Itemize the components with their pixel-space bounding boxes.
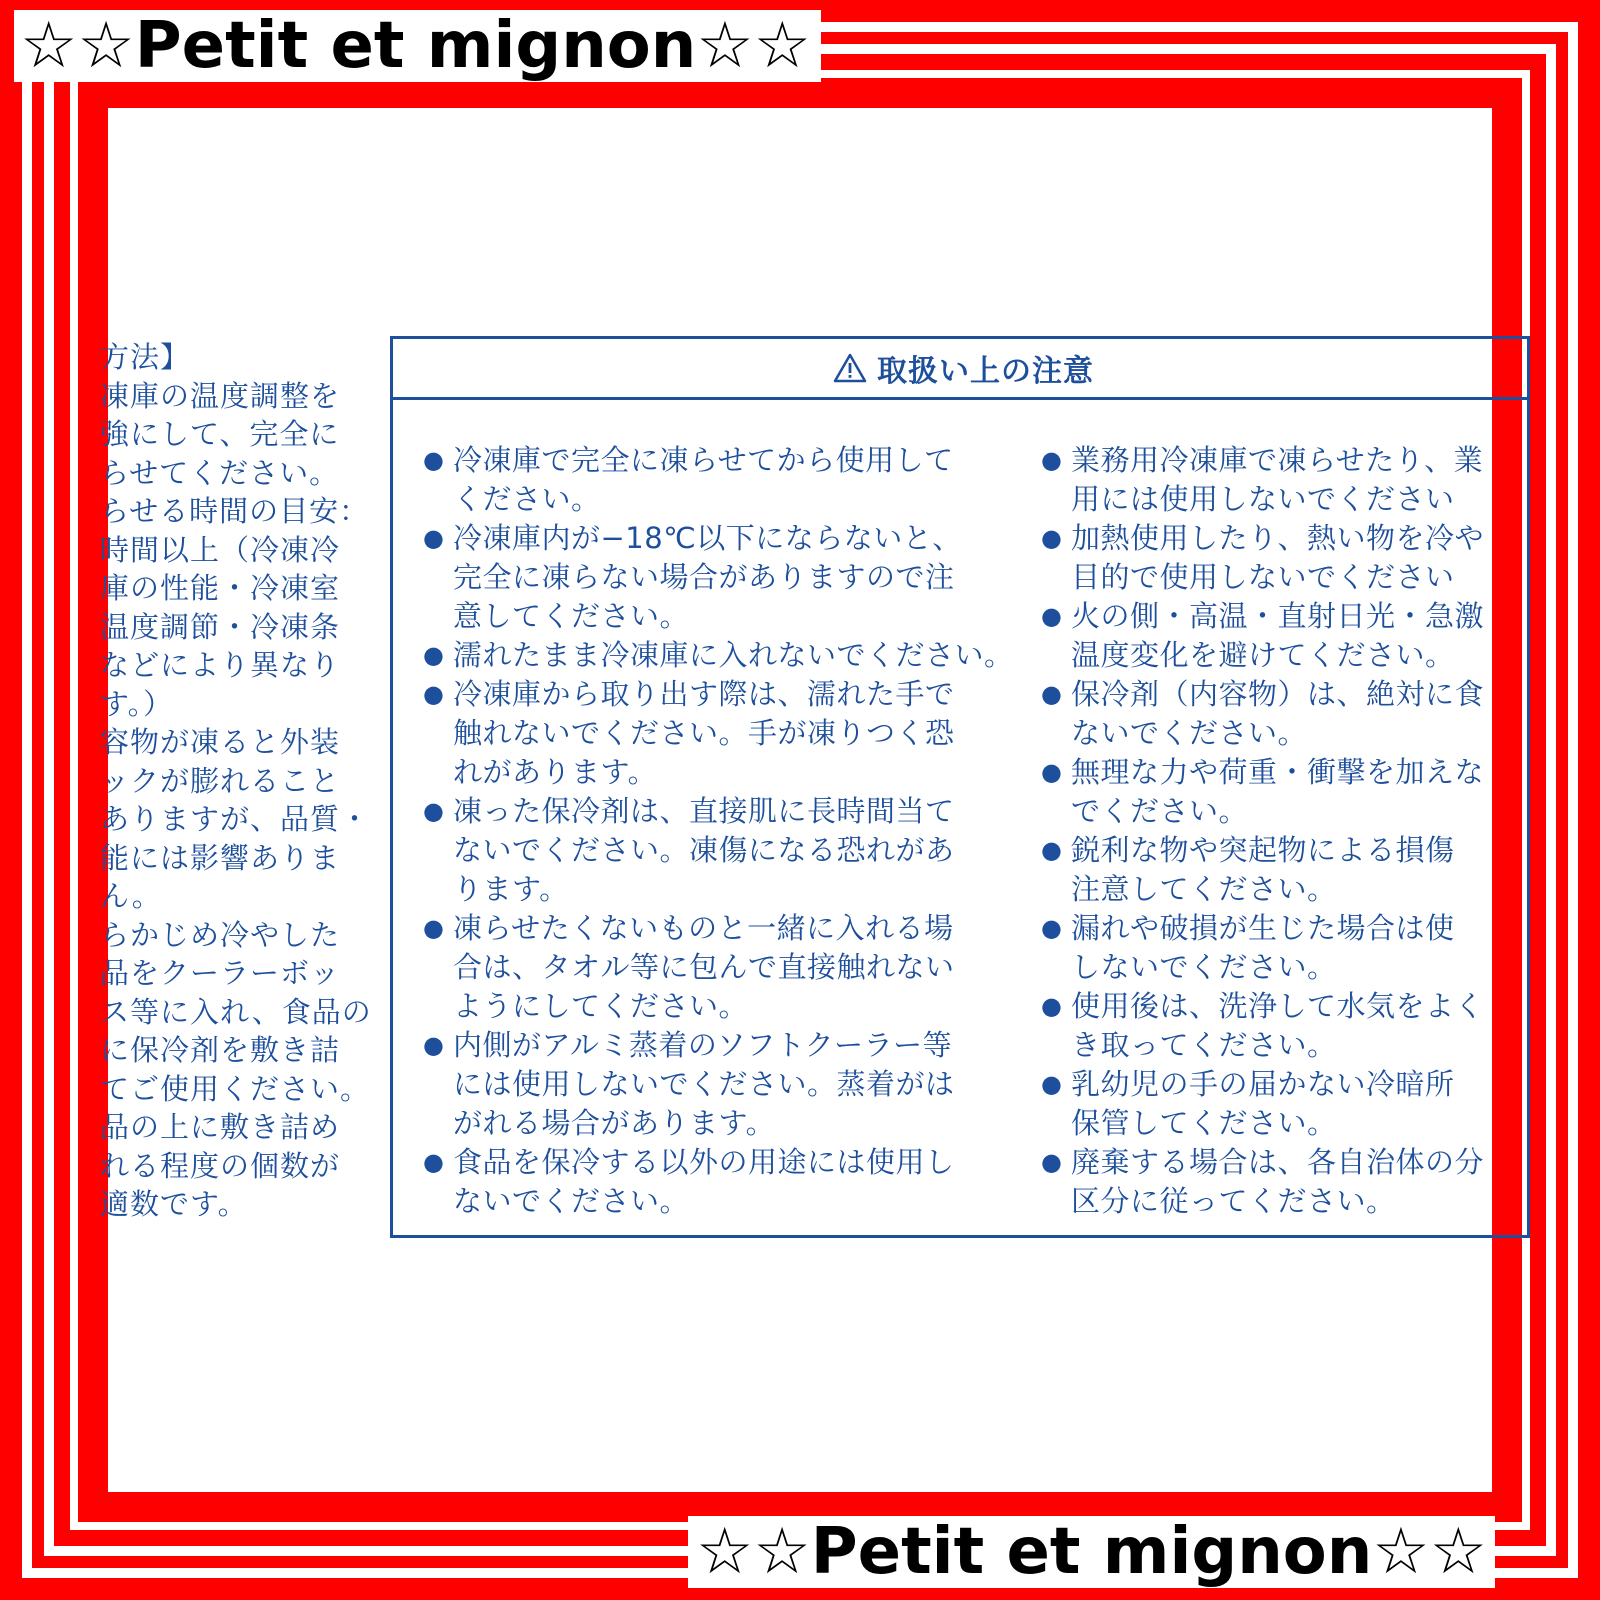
caution-item-line: 冷凍庫で完全に凍らせてから使用して (453, 443, 954, 477)
caution-item-line: 意してください。 (453, 599, 690, 633)
instruction-line: 能には影響ありま (100, 840, 341, 875)
caution-item-line: 使用後は、洗浄して水気をよく (1071, 989, 1485, 1023)
caution-item-line: 区分に従ってください。 (1071, 1184, 1396, 1218)
caution-item-line: 完全に凍らない場合がありますので注 (453, 560, 955, 594)
caution-item-line: 漏れや破損が生じた場合は使 (1071, 911, 1455, 945)
instruction-line: 容物が凍ると外装 (100, 725, 341, 759)
caution-item-line: 凍らせたくないものと一緒に入れる場 (453, 911, 954, 945)
label-image (100, 108, 1492, 1492)
caution-item-line: ないでください。 (453, 1184, 690, 1218)
caution-header (393, 339, 1527, 400)
caution-item-line: がれる場合があります。 (453, 1106, 776, 1140)
caution-item-line: 注意してください。 (1071, 872, 1337, 906)
bullet-icon: ● (1041, 758, 1063, 786)
caution-list-right (1041, 441, 1541, 1221)
bullet-icon: ● (1041, 836, 1063, 864)
caution-item-line: ないでください。凍傷になる恐れがあ (453, 833, 955, 867)
instruction-line: 凍庫の温度調整を (100, 378, 341, 413)
caution-item-line: でください。 (1071, 794, 1249, 828)
warning-triangle-icon (833, 353, 867, 383)
instruction-line: 方法】 (100, 340, 191, 374)
caution-item-line: 凍った保冷剤は、直接肌に長時間当て (453, 794, 955, 828)
caution-item-line: 目的で使用しないでください (1071, 560, 1455, 594)
instruction-line: らせる時間の目安： (100, 494, 370, 528)
instruction-line: 強にして、完全に (100, 417, 340, 451)
caution-item (423, 636, 1023, 675)
caution-item-line: れがあります。 (453, 755, 658, 789)
watermark-top: ☆☆Petit et mignon☆☆ (14, 10, 821, 82)
caution-item-line: 火の側・高温・直射日光・急激 (1071, 599, 1485, 633)
instruction-line: らかじめ冷やした (100, 917, 341, 952)
bullet-icon: ● (1041, 602, 1063, 630)
instruction-line: ス等に入れ、食品の (100, 994, 372, 1029)
instruction-line: ックが膨れること (100, 763, 341, 798)
caution-item (1041, 675, 1541, 753)
caution-item-line: ります。 (453, 872, 569, 906)
instruction-line: てご使用ください。 (100, 1071, 371, 1106)
caution-item-line: 触れないでください。手が凍りつく恐 (453, 716, 955, 750)
caution-item (1041, 987, 1541, 1065)
instruction-line: 品をクーラーボッ (100, 956, 341, 990)
bullet-icon: ● (1041, 524, 1063, 552)
caution-item-line: ください。 (453, 482, 601, 516)
instruction-line: 適数です。 (100, 1187, 248, 1221)
caution-item-line: ようにしてください。 (453, 989, 749, 1023)
instruction-line: ありますが、品質・ (100, 802, 371, 836)
caution-item-line: しないでください。 (1071, 950, 1337, 984)
caution-item-line: 保管してください。 (1071, 1106, 1337, 1140)
instruction-line: す。） (100, 686, 174, 721)
caution-item-line: 用には使用しないでください (1071, 482, 1455, 516)
caution-item (423, 1143, 1023, 1221)
bullet-icon: ● (423, 641, 445, 669)
caution-item (1041, 831, 1541, 909)
watermark-bottom: ☆☆Petit et mignon☆☆ (688, 1516, 1495, 1588)
caution-item (423, 519, 1023, 636)
caution-item-line: 保冷剤（内容物）は、絶対に食 (1071, 677, 1485, 711)
instruction-line: に保冷剤を敷き詰 (100, 1033, 341, 1067)
caution-item-line: 廃棄する場合は、各自治体の分 (1071, 1145, 1485, 1179)
instruction-line: などにより異なり (100, 648, 341, 682)
caution-item (423, 1026, 1023, 1143)
bullet-icon: ● (423, 914, 445, 942)
instruction-line: らせてください。 (100, 455, 340, 490)
instruction-line: 品の上に敷き詰め (100, 1110, 341, 1144)
caution-item-line: 冷凍庫内が−18℃以下にならないと、 (453, 521, 962, 555)
caution-item-line: 食品を保冷する以外の用途には使用し (453, 1145, 955, 1179)
caution-box (390, 336, 1530, 1238)
bullet-icon: ● (423, 797, 445, 825)
caution-title: 取扱い上の注意 (877, 354, 1094, 389)
caution-item-line: 内側がアルミ蒸着のソフトクーラー等 (453, 1028, 953, 1062)
caution-item-line: 合は、タオル等に包んで直接触れない (453, 950, 955, 984)
caution-item-line: 冷凍庫から取り出す際は、濡れた手で (453, 677, 955, 711)
caution-list-left (423, 441, 1023, 1221)
instruction-line: ん。 (100, 879, 162, 913)
caution-item (423, 675, 1023, 792)
caution-item-line: 加熱使用したり、熱い物を冷や (1071, 521, 1485, 555)
caution-item (1041, 519, 1541, 597)
caution-item (1041, 1065, 1541, 1143)
caution-item-line: き取ってください。 (1071, 1028, 1337, 1062)
caution-item (423, 441, 1023, 519)
bullet-icon: ● (423, 446, 445, 474)
bullet-icon: ● (423, 1148, 445, 1176)
caution-item (1041, 441, 1541, 519)
caution-item-line: 乳幼児の手の届かない冷暗所 (1071, 1067, 1455, 1101)
bullet-icon: ● (1041, 1070, 1063, 1098)
caution-item (1041, 909, 1541, 987)
caution-item-line: 業務用冷凍庫で凍らせたり、業 (1071, 443, 1484, 477)
bullet-icon: ● (1041, 914, 1063, 942)
caution-item (1041, 597, 1541, 675)
caution-item (423, 792, 1023, 909)
caution-item (1041, 1143, 1541, 1221)
instruction-line: 時間以上（冷凍冷 (100, 532, 341, 567)
bullet-icon: ● (1041, 680, 1063, 708)
instruction-line: 温度調節・冷凍条 (100, 609, 341, 644)
caution-item-line: には使用しないでください。蒸着がは (453, 1067, 955, 1101)
bullet-icon: ● (1041, 992, 1063, 1020)
usage-instructions-column (100, 338, 372, 1224)
caution-item-line: 無理な力や荷重・衝撃を加えな (1071, 755, 1485, 789)
caution-item-line: 濡れたまま冷凍庫に入れないでください。 (453, 638, 1014, 672)
caution-item-line: 鋭利な物や突起物による損傷 (1071, 833, 1455, 867)
bullet-icon: ● (1041, 1148, 1063, 1176)
bullet-icon: ● (423, 680, 445, 708)
caution-item (423, 909, 1023, 1026)
caution-item-line: ないでください。 (1071, 716, 1308, 750)
caution-item (1041, 753, 1541, 831)
caution-item-line: 温度変化を避けてください。 (1071, 638, 1455, 672)
instruction-line: れる程度の個数が (100, 1148, 341, 1183)
bullet-icon: ● (423, 524, 445, 552)
instruction-line: 庫の性能・冷凍室 (100, 571, 341, 605)
bullet-icon: ● (1041, 446, 1063, 474)
bullet-icon: ● (423, 1031, 445, 1059)
